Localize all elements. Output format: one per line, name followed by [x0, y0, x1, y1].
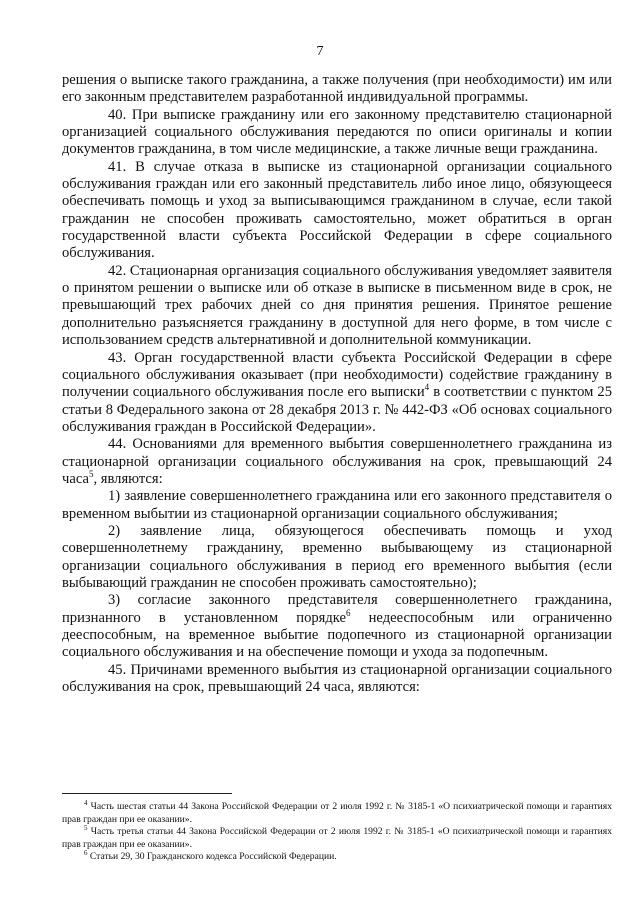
paragraph-44-item-2: 2) заявление лица, обязующегося обеспечивать помощь и уход совершеннолетнему гражданину, временно выбывающему из стационарной организации социального обслуживания в период его временного выбытия (если выбывающий гражданин не способен проживать самостоятельно); — [62, 522, 612, 591]
paragraph-43 — [62, 350, 612, 437]
footnote-6-text: Статьи 29, 30 Гражданского кодекса Российской Федерации. — [87, 851, 337, 863]
footnote-6 — [62, 851, 612, 864]
paragraph-43-text-after: в соответствии с пунктом 25 статьи 8 Федерального закона от 28 декабря 2013 г. № 442-ФЗ «Об основах социального обслуживания граждан в Российской Федерации». — [62, 384, 612, 435]
paragraph-44-item-3-text-after: недееспособным или ограниченно дееспособным, на временное выбытие подопечного из стационарной организации социального обслуживания и на обеспечение помощи и ухода за подопечным. — [62, 609, 612, 661]
body-text — [62, 72, 612, 696]
paragraph-44 — [62, 436, 612, 488]
footnote-4-text: Часть шестая статьи 44 Закона Российской Федерации от 2 июля 1992 г. № 3185-1 «О психиатрической помощи и гарантиях прав граждан при ее оказании». — [62, 801, 612, 825]
footnote-5-text: Часть третья статьи 44 Закона Российской Федерации от 2 июля 1992 г. № 3185-1 «О психиатрической помощи и гарантиях прав граждан при ее оказании». — [62, 826, 612, 850]
paragraph-45: 45. Причинами временного выбытия из стационарной организации социального обслуживания на срок, превышающий 24 часа, являются: — [62, 661, 612, 696]
footnote-ref-6: 6 — [346, 607, 351, 618]
paragraph-44-text-before: 44. Основаниями для временного выбытия совершеннолетнего гражданина из стационарной организации социального обслуживания на срок, превышающий 24 часа — [62, 436, 612, 487]
footnote-5 — [62, 826, 612, 851]
paragraph-continuation: решения о выписке такого гражданина, а также получения (при необходимости) им или его законным представителем разработанной индивидуальной программы. — [62, 72, 612, 106]
paragraph-44-item-3-text-before: 3) согласие законного представителя совершеннолетнего гражданина, признанного в установленном порядке — [62, 592, 612, 626]
footnote-mark-4: 4 — [84, 799, 88, 807]
paragraph-44-text-after: , являются: — [93, 470, 163, 487]
footnote-ref-5: 5 — [88, 468, 94, 479]
paragraph-44-item-3 — [62, 592, 612, 661]
paragraph-44-item-1: 1) заявление совершеннолетнего гражданина или его законного представителя о временном выбытии из стационарной организации социального обслуживания; — [62, 488, 612, 522]
paragraph-41: 41. В случае отказа в выписке из стационарной организации социального обслуживания граждан или его законный представитель либо иное лицо, обязующееся обеспечивать помощь и уход за выписывающимся гражданином в случае, если такой гражданин не способен проживать самостоятельно, может обратиться в орган государственной власти субъекта Российской Федерации в сфере социального обслуживания. — [62, 158, 612, 262]
page-number: 7 — [316, 44, 324, 59]
paragraph-43-text-before: 43. Орган государственной власти субъекта Российской Федерации в сфере социального обслуживания оказывает (при необходимости) содействие гражданину в получении социального обслуживания после его выписки — [62, 349, 612, 401]
paragraph-40: 40. При выписке гражданину или его законному представителю стационарной организацией социального обслуживания передаются по описи оригиналы и копии документов гражданина, в том числе медицинские, а также личные вещи гражданина. — [62, 106, 612, 158]
footnote-mark-5: 5 — [84, 824, 88, 833]
footnote-divider — [62, 793, 232, 794]
footnotes — [62, 801, 612, 864]
paragraph-42: 42. Стационарная организация социального обслуживания уведомляет заявителя о принятом решении о выписке или об отказе в выписке в письменном виде в срок, не превышающий трех рабочих дней со дня принятия решения. Принятое решение дополнительно разъясняется гражданину в доступной для него форме, в том числе с использованием средств альтернативной и дополнительной коммуникации. — [62, 262, 612, 349]
footnote-mark-6: 6 — [84, 849, 88, 858]
footnote-ref-4: 4 — [424, 382, 430, 393]
footnote-4 — [62, 801, 612, 826]
